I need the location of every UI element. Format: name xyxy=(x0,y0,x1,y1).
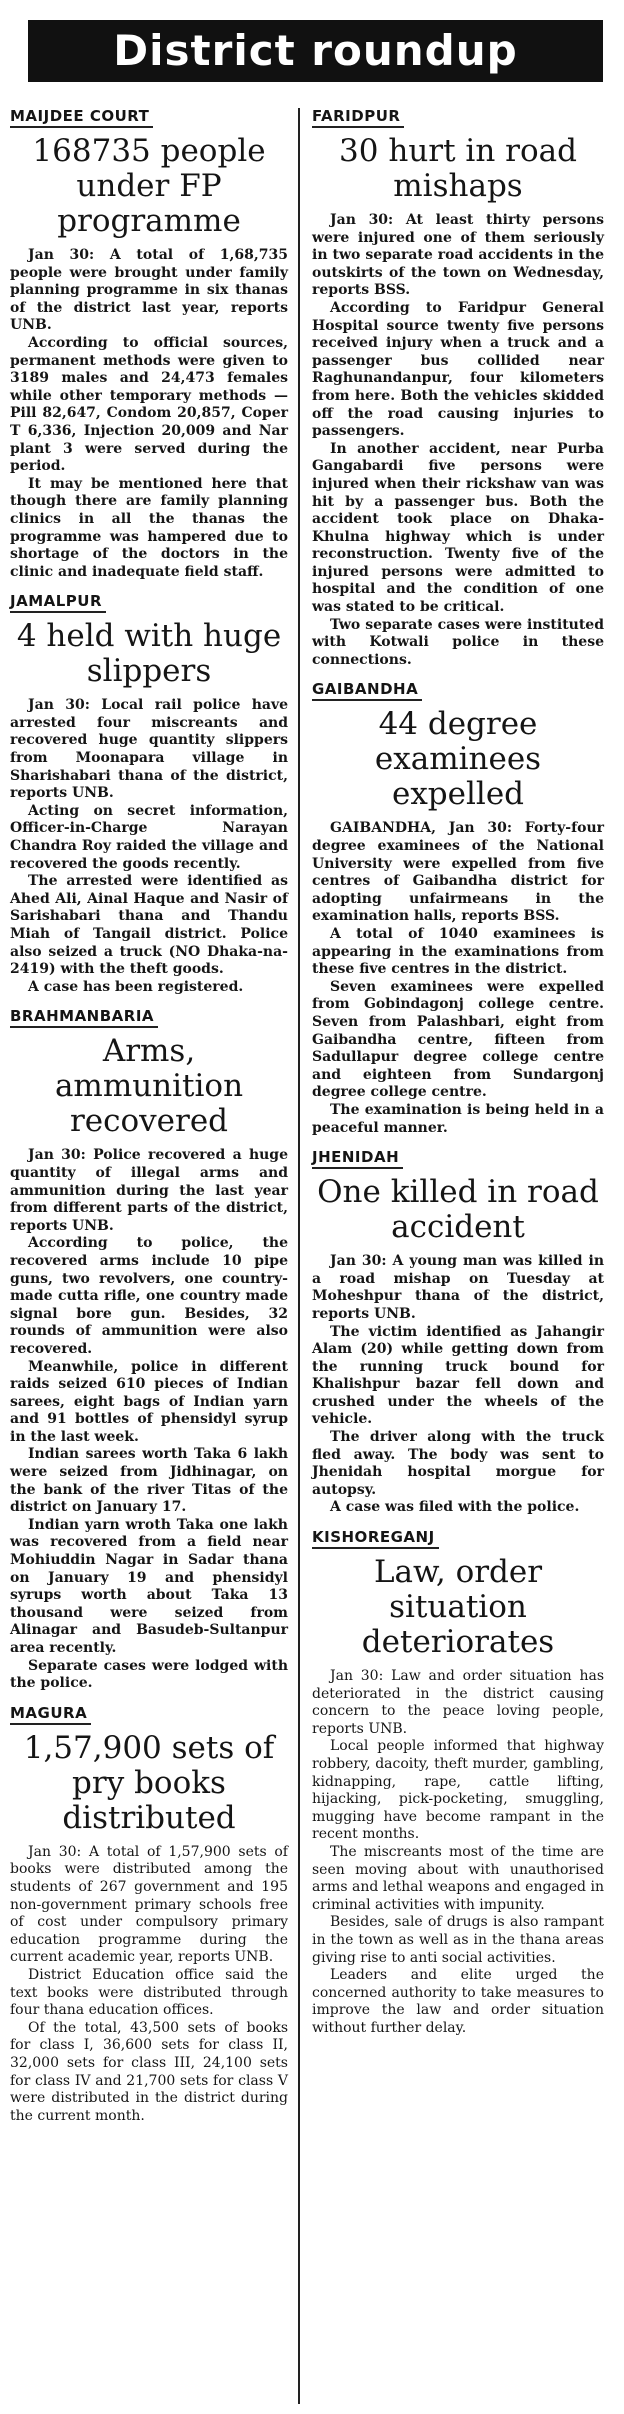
story-paragraph: Jan 30: Law and order situation has deteriorated in the district causing concern to the peace loving people, reports UNB. xyxy=(312,1668,604,1737)
story-maijdee-court xyxy=(10,106,288,581)
story-paragraph: In another accident, near Purba Gangabardi five persons were injured when their rickshaw van was hit by a passenger bus. Both the accident took place on Dhaka-Khulna highway which is under reconstruction. Twenty five of the injured persons were admitted to hospital and the condition of one was stated to be critical. xyxy=(312,440,604,616)
story-paragraph: Meanwhile, police in different raids seized 610 pieces of Indian sarees, eight bags of Indian yarn and 91 bottles of phensidyl syrup in the last week. xyxy=(10,1358,288,1445)
story-paragraph: According to official sources, permanent methods were given to 3189 males and 24,473 females while other temporary methods — Pill 82,647, Condom 20,857, Coper T 6,336, Injection 20,009 and Nar plant 3 were served during the period. xyxy=(10,334,288,475)
story-paragraph: Indian sarees worth Taka 6 lakh were seized from Jidhinagar, on the bank of the river Titas of the district on January 17. xyxy=(10,1446,288,1516)
story-paragraph: Jan 30: A total of 1,68,735 people were brought under family planning programme in six thanas of the district last year, reports UNB. xyxy=(10,247,288,334)
story-dateline: BRAHMANBARIA xyxy=(10,1007,158,1028)
story-paragraph: According to police, the recovered arms include 10 pipe guns, two revolvers, one country-made cutta rifle, one country made signal bore gun. Besides, 32 rounds of ammunition were also recovered. xyxy=(10,1235,288,1357)
story-paragraph: Jan 30: At least thirty persons were injured one of them seriously in two separate road accidents in the outskirts of the town on Wednesday, reports BSS. xyxy=(312,212,604,299)
story-paragraph: A case has been registered. xyxy=(28,978,244,995)
story-paragraph: Of the total, 43,500 sets of books for class I, 36,600 sets for class II, 32,000 sets for class III, 24,100 sets for class IV and 21,700 sets for class V were distributed in the district during the current month. xyxy=(10,2019,288,2124)
story-dateline: JHENIDAH xyxy=(312,1148,403,1169)
story-paragraph: Jan 30: A young man was killed in a road mishap on Tuesday at Moheshpur thana of the district, reports UNB. xyxy=(312,1253,604,1322)
story-paragraph: The driver along with the truck fled away. The body was sent to Jhenidah hospital morgue for autopsy. xyxy=(312,1429,604,1498)
column-divider xyxy=(298,108,300,2404)
story-paragraph: The arrested were identified as Ahed Ali, Ainal Haque and Nasir of Sarishabari thana and Thandu Miah of Tangail district. Police also seized a truck (NO Dhaka-na-2419) with the theft goods. xyxy=(10,873,288,978)
story-paragraph: A total of 1040 examinees is appearing in the examinations from these five centres in the district. xyxy=(312,926,604,978)
story-headline: 30 hurt in road mishaps xyxy=(339,133,577,204)
story-paragraph: Jan 30: Police recovered a huge quantity of illegal arms and ammunition during the last year from different parts of the district, reports UNB. xyxy=(10,1147,288,1234)
story-paragraph: The miscreants most of the time are seen moving about with unauthorised arms and lethal weapons and engaged in criminal activities with impunity. xyxy=(312,1843,604,1913)
story-gaibandha xyxy=(312,679,604,1137)
story-dateline: FARIDPUR xyxy=(312,107,404,128)
story-paragraph: Seven examinees were expelled from Gobindagonj college centre. Seven from Palashbari, eight from Gaibandha centre, fifteen from Sadullapur degree college centre and eighteen from Sundargonj degree college centre. xyxy=(312,978,604,1101)
right-column xyxy=(312,106,604,2048)
story-headline: 168735 people under FP programme xyxy=(32,133,266,239)
story-headline: 4 held with huge slippers xyxy=(16,618,282,690)
story-dateline: KISHOREGANJ xyxy=(312,1528,439,1549)
story-kishoreganj xyxy=(312,1527,604,2037)
story-paragraph: Separate cases were lodged with the police. xyxy=(10,1657,288,1692)
story-dateline: GAIBANDHA xyxy=(312,680,422,701)
story-jhenidah xyxy=(312,1147,604,1517)
story-brahmanbaria xyxy=(10,1006,288,1692)
story-paragraph: The examination is being held in a peaceful manner. xyxy=(312,1101,604,1136)
story-headline: 44 degree examinees expelled xyxy=(374,706,542,813)
story-paragraph: The victim identified as Jahangir Alam (20) while getting down from the running truck bound for Khalishpur bazar fell down and crushed under the wheels of the vehicle. xyxy=(312,1323,604,1428)
story-paragraph: It may be mentioned here that though there are family planning clinics in all the thanas the programme was hampered due to shortage of the doctors in the clinic and inadequate field staff. xyxy=(10,475,288,580)
story-headline: 1,57,900 sets of pry books distributed xyxy=(23,1729,275,1836)
story-headline: Law, order situation deteriorates xyxy=(361,1554,555,1661)
story-paragraph: A case was filed with the police. xyxy=(330,1499,580,1516)
story-headline: One killed in road accident xyxy=(317,1174,599,1246)
story-paragraph: According to Faridpur General Hospital source twenty five persons received injury when a truck and a passenger bus collided near Raghunandanpur, four kilometers from here. Both the vehicles skidded off the road causing injuries to passengers. xyxy=(312,299,604,440)
left-column xyxy=(10,106,288,2135)
story-paragraph: GAIBANDHA, Jan 30: Forty-four degree examinees of the National University were expelled from five centres of Gaibandha district for adopting unfairmeans in the examination halls, reports BSS. xyxy=(312,820,604,925)
story-paragraph: Leaders and elite urged the concerned authority to take measures to improve the law and order situation without further delay. xyxy=(312,1967,604,2036)
story-paragraph: Besides, sale of drugs is also rampant in the town as well as in the thana areas giving rise to anti social activities. xyxy=(312,1914,604,1966)
story-dateline: MAIJDEE COURT xyxy=(10,107,153,128)
story-paragraph: District Education office said the text books were distributed through four thana education offices. xyxy=(10,1966,288,2019)
story-paragraph: Indian yarn wroth Taka one lakh was recovered from a field near Mohiuddin Nagar in Sadar thana on January 19 and phensidyl syrups worth about Taka 13 thousand were seized from Alinagar and Basudeb-Sultanpur area recently. xyxy=(10,1516,288,1656)
story-headline: Arms, ammunition recovered xyxy=(54,1033,244,1140)
story-paragraph: Acting on secret information, Officer-in-Charge Narayan Chandra Roy raided the village and recovered the goods recently. xyxy=(10,802,288,872)
story-jamalpur xyxy=(10,591,288,996)
story-paragraph: Two separate cases were instituted with Kotwali police in these connections. xyxy=(312,616,604,668)
story-paragraph: Jan 30: Local rail police have arrested four miscreants and recovered huge quantity slippers from Moonapara village in Sharishabari thana of the district, reports UNB. xyxy=(10,697,288,802)
story-faridpur xyxy=(312,106,604,669)
story-magura xyxy=(10,1703,288,2126)
story-paragraph: Local people informed that highway robbery, dacoity, theft murder, gambling, kidnapping, rape, cattle lifting, hijacking, pick-pocketing, smuggling, mugging have become rampant in the recent months. xyxy=(312,1738,604,1843)
story-paragraph: Jan 30: A total of 1,57,900 sets of books were distributed among the students of 267 government and 195 non-government primary schools free of cost under compulsory primary education programme during the current academic year, reports UNB. xyxy=(10,1843,288,1966)
story-dateline: JAMALPUR xyxy=(10,592,106,613)
story-dateline: MAGURA xyxy=(10,1704,91,1725)
section-banner: District roundup xyxy=(28,20,603,82)
